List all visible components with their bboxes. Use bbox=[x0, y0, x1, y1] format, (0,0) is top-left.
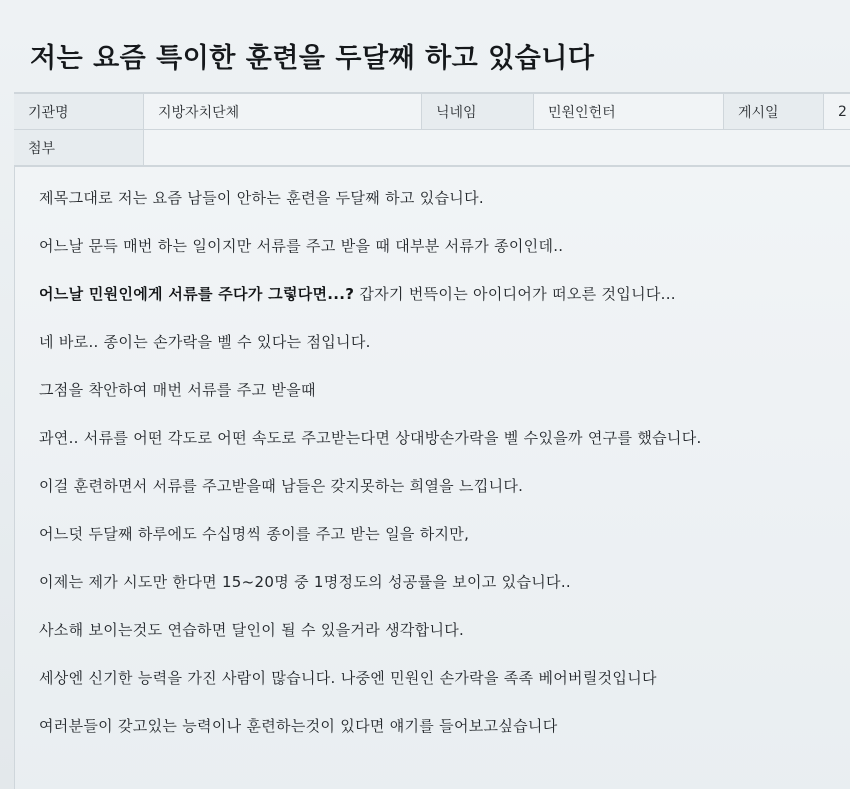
attachment-value[interactable] bbox=[144, 130, 850, 165]
org-label: 기관명 bbox=[14, 94, 144, 129]
body-line: 사소해 보이는것도 연습하면 달인이 될 수 있을거라 생각합니다. bbox=[39, 621, 465, 639]
body-line: 어느덧 두달째 하루에도 수십명씩 종이를 주고 받는 일을 하지만, bbox=[39, 525, 470, 543]
post-meta-table bbox=[14, 92, 850, 166]
body-line: 과연.. 서류를 어떤 각도로 어떤 속도로 주고받는다면 상대방손가락을 벨 수있을까 연구를 했습니다. bbox=[39, 429, 702, 447]
body-line: 이제는 제가 시도만 한다면 15~20명 중 1명정도의 성공률을 보이고 있습니다.. bbox=[39, 573, 571, 591]
date-value: 2 bbox=[838, 103, 847, 120]
post-title: 저는 요즘 특이한 훈련을 두달째 하고 있습니다 bbox=[30, 43, 595, 74]
body-line: 이걸 훈련하면서 서류를 주고받을때 남들은 갖지못하는 희열을 느낍니다. bbox=[39, 477, 524, 495]
meta-row-info bbox=[14, 94, 850, 130]
attachment-label: 첨부 bbox=[14, 130, 144, 165]
org-value: 지방자치단체 bbox=[144, 94, 422, 129]
nickname-value[interactable]: 민원인헌터 bbox=[534, 94, 724, 129]
body-line: 어느날 민원인에게 서류를 주다가 그렇다면...? 갑자기 번뜩이는 아이디어가 떠오른 것입니다... bbox=[39, 285, 676, 303]
date-label: 게시일 bbox=[724, 94, 824, 129]
nickname-label: 닉네임 bbox=[422, 94, 534, 129]
body-line: 제목그대로 저는 요즘 남들이 안하는 훈련을 두달째 하고 있습니다. bbox=[39, 189, 484, 207]
body-line: 세상엔 신기한 능력을 가진 사람이 많습니다. 나중엔 민원인 손가락을 족족 베어버릴것입니다 bbox=[39, 669, 657, 687]
post-body bbox=[14, 166, 850, 789]
body-line: 네 바로.. 종이는 손가락을 벨 수 있다는 점입니다. bbox=[39, 333, 371, 351]
body-line: 어느날 문득 매번 하는 일이지만 서류를 주고 받을 때 대부분 서류가 종이인데.. bbox=[39, 237, 564, 255]
body-line: 여러분들이 갖고있는 능력이나 훈련하는것이 있다면 얘기를 들어보고싶습니다 bbox=[39, 717, 558, 735]
body-bold-text: 어느날 민원인에게 서류를 주다가 그렇다면...? bbox=[39, 285, 355, 303]
meta-row-attachment bbox=[14, 130, 850, 166]
body-line: 그점을 착안하여 매번 서류를 주고 받을때 bbox=[39, 381, 316, 399]
